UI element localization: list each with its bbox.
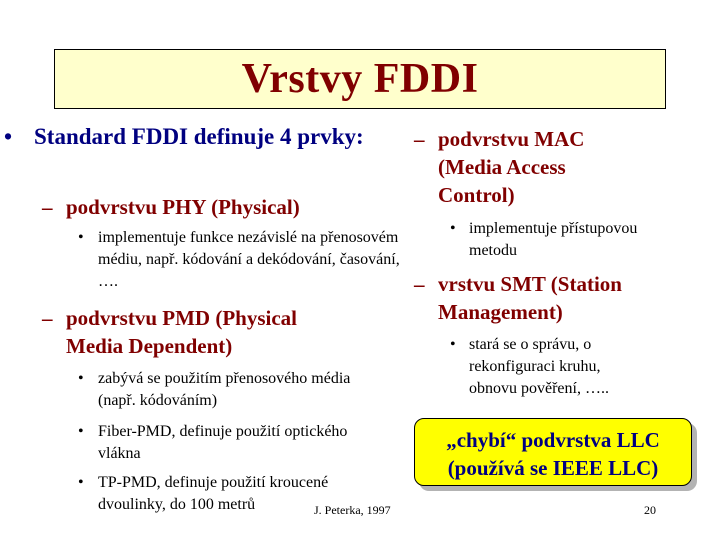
sub-bullet-marker: • <box>450 336 456 353</box>
phy-label: podvrstvu PHY (Physical) <box>66 195 300 219</box>
sub-bullet-marker: • <box>78 474 84 491</box>
pmd-sub-text-1: zabývá se použitím přenosového média (např. kódováním) <box>98 370 351 409</box>
sub-bullet-marker: • <box>78 423 84 440</box>
bullet-marker: • <box>4 124 13 149</box>
sub-bullet-marker: • <box>450 220 456 237</box>
title-box <box>54 49 666 109</box>
footer-author: J. Peterka, 1997 <box>314 503 391 517</box>
pmd-sub-text-3: TP-PMD, definuje použití kroucené dvoulinky, do 100 metrů <box>98 474 329 513</box>
smt-label: vrstvu SMT (Station Management) <box>438 272 622 324</box>
pmd-sub-text-2: Fiber-PMD, definuje použití optického vlákna <box>98 423 348 462</box>
phy-sub-text: implementuje funkce nezávislé na přenosovém médiu, např. kódování a dekódování, časování, …. <box>98 229 400 290</box>
llc-callout <box>414 418 692 486</box>
page-number: 20 <box>644 503 656 517</box>
main-bullet-text: Standard FDDI definuje 4 prvky: <box>34 124 364 149</box>
callout-line-2: (používá se IEEE LLC) <box>447 456 659 480</box>
slide-title: Vrstvy FDDI <box>241 56 479 102</box>
mac-sub-text: implementuje přístupovou metodu <box>469 220 638 259</box>
dash-marker: – <box>414 272 425 296</box>
dash-marker: – <box>414 127 425 151</box>
pmd-label: podvrstvu PMD (Physical Media Dependent) <box>66 306 297 358</box>
callout-line-1: „chybí“ podvrstva LLC <box>446 428 660 452</box>
dash-marker: – <box>42 306 53 330</box>
mac-label: podvrstvu MAC (Media Access Control) <box>438 127 585 207</box>
sub-bullet-marker: • <box>78 370 84 387</box>
smt-sub-text: stará se o správu, o rekonfiguraci kruhu, obnovu pověření, ….. <box>469 336 609 397</box>
dash-marker: – <box>42 195 53 219</box>
sub-bullet-marker: • <box>78 229 84 246</box>
